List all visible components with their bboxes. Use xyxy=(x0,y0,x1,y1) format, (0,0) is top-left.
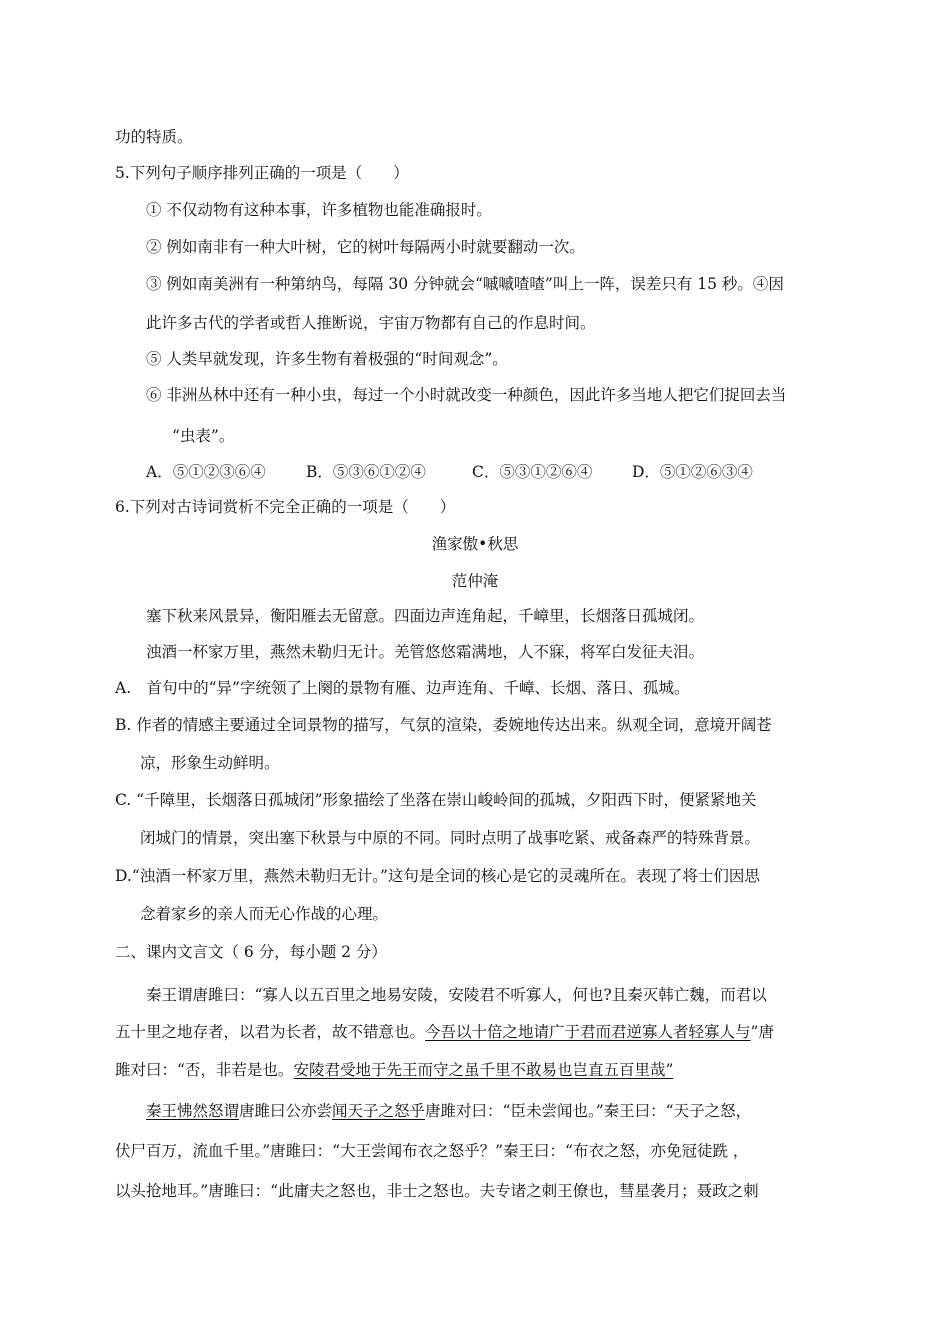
poem-author: 范仲淹 xyxy=(451,572,499,590)
q5-sentence-1: ① 不仅动物有这种本事，许多植物也能准确报时。 xyxy=(146,201,492,219)
underlined-phrase: 闻天子之怒乎 xyxy=(332,1102,426,1120)
passage-line xyxy=(115,1022,774,1042)
q6-option-b-cont: 凉，形象生动鲜明。 xyxy=(140,754,280,772)
q6-option-d: D.“浊酒一杯家万里，燕然未勒归无计。”这句是全词的核心是它的灵魂所在。表现了将士们因思 xyxy=(115,867,760,885)
question-6-stem: 6.下列对古诗词赏析不完全正确的一项是（ ） xyxy=(115,498,456,516)
passage-line: 伏尸百万，流血千里。”唐雎曰：“大王尝闻布衣之怒乎？”秦王曰：“布衣之怒，亦免冠徒跣 ， xyxy=(115,1142,749,1160)
passage-text: 唐雎曰公亦尝 xyxy=(239,1102,333,1120)
q5-sentence-3: ③ 例如南美洲有一种第纳鸟，每隔 30 分钟就会“嘁嘁喳喳”叫上一阵，误差只有 15 秒。④因 xyxy=(146,275,784,293)
q6-option-b: B. 作者的情感主要通过全词景物的描写，气氛的渲染，委婉地传达出来。纵观全词，意境开阔苍 xyxy=(115,716,772,734)
passage-line xyxy=(146,1101,751,1121)
passage-line: 秦王谓唐雎曰：“寡人以五百里之地易安陵，安陵君不听寡人，何也?且秦灭韩亡魏，而君以 xyxy=(146,986,767,1004)
poem-title: 渔家傲•秋思 xyxy=(431,535,519,553)
passage-line: 以头抢地耳。”唐雎曰：“此庸夫之怒也，非士之怒也。夫专诸之刺王僚也，彗星袭月；聂政之刺 xyxy=(115,1182,759,1200)
question-5-stem: 5.下列句子顺序排列正确的一项是（ ） xyxy=(115,164,409,182)
poem-line-2: 浊酒一杯家万里，燕然未勒归无计。羌管悠悠霜满地，人不寐，将军白发征夫泪。 xyxy=(146,643,705,661)
q6-option-c-cont: 闭城门的情景，突出塞下秋景与中原的不同。同时点明了战事吃紧、戒备森严的特殊背景。 xyxy=(140,829,761,847)
q5-sentence-2: ② 例如南非有一种大叶树，它的树叶每隔两小时就要翻动一次。 xyxy=(146,238,585,256)
q5-option-a: A．⑤①②③⑥④ xyxy=(146,463,266,481)
poem-line-1: 塞下秋来风景异，衡阳雁去无留意。四面边声连角起，千嶂里，长烟落日孤城闭。 xyxy=(146,607,705,625)
q5-option-d: D．⑤①②⑥③④ xyxy=(632,463,753,481)
underlined-phrase: 秦王怫然怒谓 xyxy=(146,1102,240,1120)
passage-line xyxy=(115,1060,673,1080)
underlined-sentence: 今吾以十倍之地请广于君而君逆寡人者轻寡人与 xyxy=(425,1023,751,1041)
passage-text: 雎对曰：“否，非若是也。 xyxy=(115,1061,294,1079)
passage-text: 唐雎对曰：“臣未尝闻也。”秦王曰：“天子之怒， xyxy=(425,1102,752,1120)
q5-sentence-6-cont: “虫表”。 xyxy=(172,427,235,445)
underlined-sentence: 安陵君受地于先王而守之虽千里不敢易也岂直五百里哉” xyxy=(293,1061,674,1079)
q5-option-b: B．⑤③⑥①②④ xyxy=(306,463,426,481)
section-2-heading: 二、课内文言文（ 6 分，每小题 2 分） xyxy=(115,943,387,961)
q6-option-d-cont: 念着家乡的亲人而无心作战的心理。 xyxy=(140,905,389,923)
q5-sentence-6: ⑥ 非洲丛林中还有一种小虫，每过一个小时就改变一种颜色，因此许多当地人把它们捉回去当 xyxy=(146,386,787,404)
q5-sentence-5: ⑤ 人类早就发现，许多生物有着极强的“时间观念”。 xyxy=(146,350,508,368)
text-line: 功的特质。 xyxy=(115,128,193,146)
q6-option-c: C. “千障里，长烟落日孤城闭”形象描绘了坐落在崇山峻岭间的孤城，夕阳西下时，便紧紧地关 xyxy=(115,791,757,809)
passage-text: ”唐 xyxy=(750,1023,774,1041)
q6-option-a: A. 首句中的“异”字统领了上阕的景物有雁、边声连角、千嶂、长烟、落日、孤城。 xyxy=(115,679,690,697)
passage-text: 五十里之地存者，以君为长者，故不错意也。 xyxy=(115,1023,426,1041)
q5-sentence-3-cont: 此许多古代的学者或哲人推断说，宇宙万物都有自己的作息时间。 xyxy=(146,314,596,332)
q5-option-c: C．⑤③①②⑥④ xyxy=(472,463,593,481)
